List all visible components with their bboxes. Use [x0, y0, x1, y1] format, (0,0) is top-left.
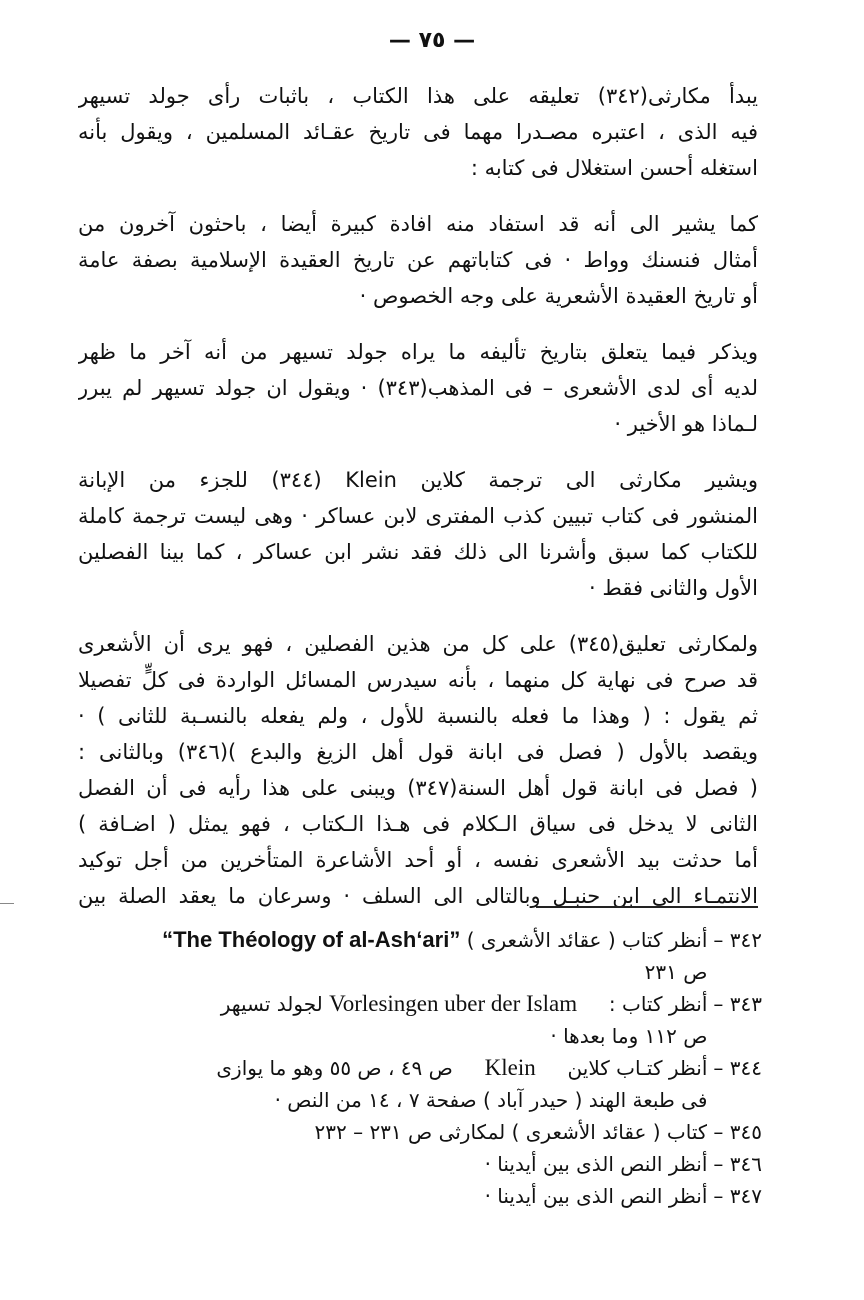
paragraph [78, 206, 758, 314]
text-line: ثم يقول : ( وهذا ما فعله بالنسبة للأول ، ولم يفعله بالنسـبة للثانى ) · [78, 704, 758, 728]
text-line: كما يشير الى أنه قد استفاد منه افادة كبيرة أيضا ، باحثون آخرون من [78, 212, 758, 236]
footnote-text: ص ٤٩ ، ص ٥٥ وهو ما يوازى [216, 1056, 453, 1080]
paragraph [78, 334, 758, 442]
footnote [78, 1052, 762, 1116]
footnote [78, 1116, 762, 1148]
text-line: ( فصل فى ابانة قول أهل السنة(٣٤٧) ويبنى على هذا رأيه فى أن الفصل [78, 776, 758, 800]
footnote-line: فى طبعة الهند ( حيدر آباد ) صفحة ٧ ، ١٤ من النص · [274, 1088, 708, 1112]
footnote-line [78, 988, 707, 1020]
footnote [78, 924, 762, 988]
footnote-latin-name: Klein [484, 1055, 536, 1080]
footnote-text: لجولد تسيهر [220, 992, 323, 1016]
footnote-number: ٣٤٤ – [713, 1056, 762, 1080]
text-line: أو تاريخ العقيدة الأشعرية على وجه الخصوص · [359, 284, 758, 308]
text-line: للكتاب كما سبق وأشرنا الى ذلك فقد نشر ابن عساكر ، كما بينا الفصلين [78, 540, 758, 564]
footnote-body [78, 1148, 707, 1180]
footnote-line: ص ٢٣١ [644, 960, 708, 984]
text-line: يبدأ مكارثى(٣٤٢) تعليقه على هذا الكتاب ، باثبات رأى جولد تسيهر [78, 84, 758, 108]
footnote-number: ٣٤٢ – [713, 928, 762, 952]
footnote-line [78, 1052, 707, 1084]
footnote-body [78, 1116, 707, 1148]
text-line: المنشور فى كتاب تبيين كذب المفترى لابن عساكر · وهى ليست ترجمة كاملة [78, 504, 758, 528]
text-line: ويقصد بالأول ( فصل فى ابانة قول أهل الزيغ والبدع )(٣٤٦) وبالثانى : [78, 740, 758, 764]
footnote [78, 1180, 762, 1212]
text-line: قد صرح فى نهاية كل منهما ، بأنه سيدرس المسائل الواردة فى كلٍّ تفصيلا [78, 668, 758, 692]
footnote-text: أنظر كتاب ( عقائد الأشعرى ) [466, 928, 708, 952]
text-line: ولمكارثى تعليق(٣٤٥) على كل من هذين الفصلين ، فهو يرى أن الأشعرى [78, 632, 758, 656]
footnote-text: أنظر كتاب : [608, 992, 708, 1016]
footnote-separator [536, 906, 758, 908]
footnote-number: ٣٤٦ – [713, 1152, 762, 1176]
footnote-body [78, 924, 707, 988]
footnote-line [78, 924, 707, 956]
footnote-line: كتاب ( عقائد الأشعرى ) لمكارثى ص ٢٣١ – ٢٣٢ [314, 1120, 708, 1144]
text-line: لديه أى لدى الأشعرى – فى المذهب(٣٤٣) · ويقول ان جولد تسيهر لم يبرر [78, 376, 758, 400]
footnote [78, 1148, 762, 1180]
text-line: ويذكر فيما يتعلق بتاريخ تأليفه ما يراه جولد تسيهر من أنه آخر ما ظهر [78, 340, 758, 364]
text-line: فيه الذى ، اعتبره مصـدرا مهما فى تاريخ عقـائد المسلمين ، ويقول بأنه [78, 120, 758, 144]
footnote-number: ٣٤٥ – [713, 1120, 762, 1144]
main-text [78, 78, 758, 934]
footnote-latin-title: “The Théology of al-Ash‘ari” [162, 927, 461, 952]
text-line: أمثال فنسنك وواط · فى كتاباتهم عن تاريخ العقيدة الإسلامية بصفة عامة [78, 248, 758, 272]
footnotes [78, 924, 762, 1212]
text-line: أما حدثت بيد الأشعرى نفسه ، أو أحد الأشاعرة المتأخرين من أجل توكيد [78, 848, 758, 872]
paragraph [78, 626, 758, 914]
footnote-text: أنظر كتـاب كلاين [567, 1056, 708, 1080]
text-line: ويشير مكارثى الى ترجمة كلاين Klein (٣٤٤) للجزء من الإبانة [78, 468, 758, 492]
text-line: الثانى لا يدخل فى سياق الـكلام فى هـذا الـكتاب ، فهو يمثل ( اضـافة ) [78, 812, 758, 836]
page-number: — ٧٥ — [388, 28, 476, 53]
scan-edge-mark [0, 903, 14, 904]
paragraph [78, 78, 758, 186]
footnote-line: ص ١١٢ وما بعدها · [550, 1024, 708, 1048]
paragraph [78, 462, 758, 606]
footnote-line: أنظر النص الذى بين أيدينا · [484, 1184, 708, 1208]
text-line: الانتمـاء الى ابن حنبـل وبالتالى الى السلف · وسرعان ما يعقد الصلة بين [78, 884, 758, 908]
text-line: الأول والثانى فقط · [589, 576, 758, 600]
footnote-body [78, 1180, 707, 1212]
text-line: استغله أحسن استغلال فى كتابه : [470, 156, 758, 180]
footnote-body [78, 1052, 707, 1116]
footnote-body [78, 988, 707, 1052]
footnote-latin-title: Vorlesingen uber der Islam [329, 991, 578, 1016]
text-line: لـماذا هو الأخير · [614, 412, 758, 436]
footnote-line: أنظر النص الذى بين أيدينا · [484, 1152, 708, 1176]
footnote-number: ٣٤٣ – [713, 992, 762, 1016]
footnote-number: ٣٤٧ – [713, 1184, 762, 1208]
footnote [78, 988, 762, 1052]
